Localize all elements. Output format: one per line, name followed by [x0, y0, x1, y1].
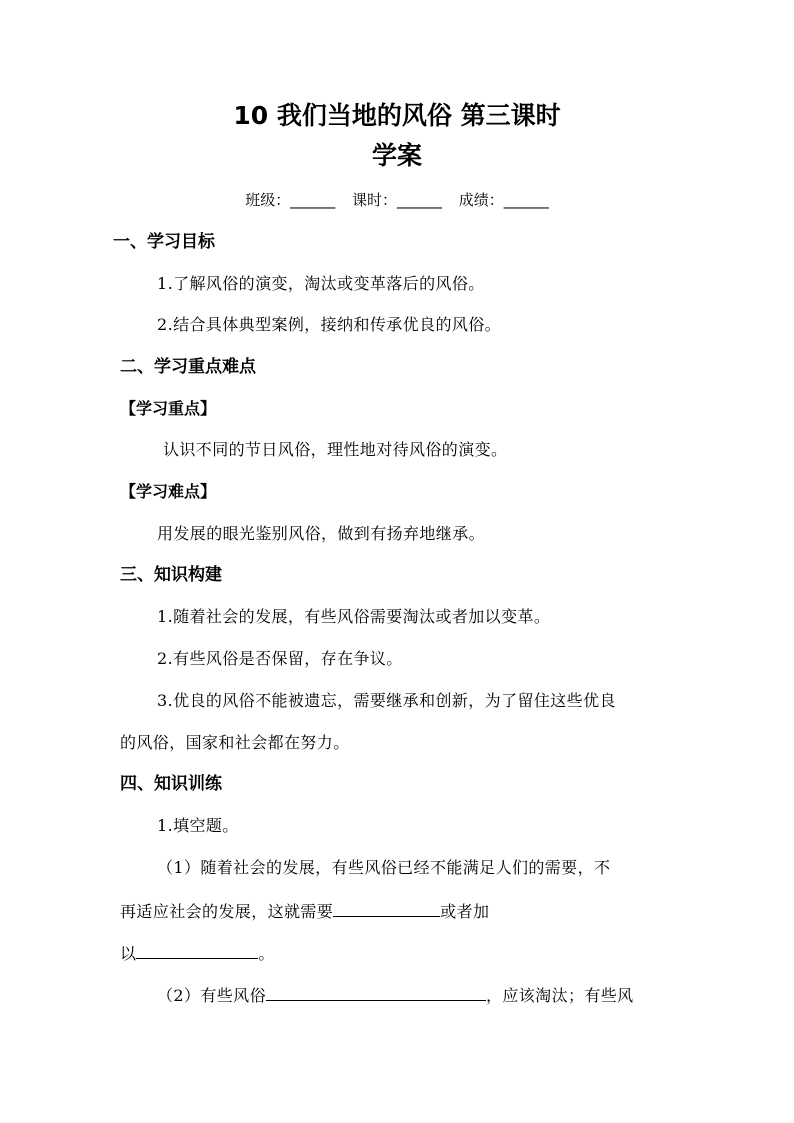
knowledge-item: 1.随着社会的发展，有些风俗需要淘汰或者加以变革。: [157, 607, 551, 626]
knowledge-item: 2.有些风俗是否保留，存在争议。: [157, 649, 403, 668]
period-field: [352, 191, 447, 209]
question-2-line-1: [157, 982, 634, 1008]
answer-blank[interactable]: [333, 898, 440, 917]
difficulty-label: 【学习难点】: [120, 482, 217, 501]
question-1-text-c: 以: [120, 944, 137, 963]
objective-item: 2.结合具体典型案例，接纳和传承优良的风俗。: [157, 315, 502, 334]
key-point-label: 【学习重点】: [120, 399, 217, 418]
question-1-line-1: （1）随着社会的发展，有些风俗已经不能满足人们的需要，不: [157, 858, 611, 877]
section-heading-practice: 四、知识训练: [120, 774, 222, 794]
question-1-text-b: 或者加: [440, 902, 490, 921]
key-point-text: 认识不同的节日风俗，理性地对待风俗的演变。: [163, 440, 508, 459]
score-blank: ______: [503, 191, 549, 209]
question-2-text-b: ，应该淘汰；有些风: [485, 986, 634, 1005]
answer-blank[interactable]: [266, 982, 486, 1001]
question-2-text-a: （2）有些风俗: [157, 986, 266, 1005]
fill-blank-title: 1.填空题。: [157, 816, 239, 835]
class-field: [245, 191, 340, 209]
score-label: 成绩：: [458, 191, 504, 209]
class-blank: ______: [290, 191, 336, 209]
section-heading-objectives: 一、学习目标: [113, 232, 215, 252]
class-label: 班级：: [245, 191, 291, 209]
score-field: [459, 191, 549, 209]
student-info-line: [0, 189, 794, 211]
question-1-line-2: [120, 898, 489, 924]
page-subtitle: 学案: [371, 141, 422, 170]
section-heading-knowledge: 三、知识构建: [120, 565, 222, 585]
knowledge-item: 3.优良的风俗不能被遗忘，需要继承和创新，为了留住这些优良: [157, 691, 616, 710]
question-1-text-a: 再适应社会的发展，这就需要: [120, 902, 334, 921]
answer-blank[interactable]: [136, 940, 258, 959]
knowledge-item-cont: 的风俗，国家和社会都在努力。: [120, 733, 350, 752]
section-heading-key-points: 二、学习重点难点: [120, 357, 256, 377]
question-1-line-3: [120, 940, 275, 966]
question-1-text-d: 。: [258, 944, 275, 963]
difficulty-text: 用发展的眼光鉴别风俗，做到有扬弃地继承。: [157, 524, 486, 543]
objective-item: 1.了解风俗的演变，淘汰或变革落后的风俗。: [157, 274, 485, 293]
page-title: 10 我们当地的风俗 第三课时: [233, 101, 561, 130]
period-blank: ______: [397, 191, 442, 209]
period-label: 课时：: [351, 191, 397, 209]
